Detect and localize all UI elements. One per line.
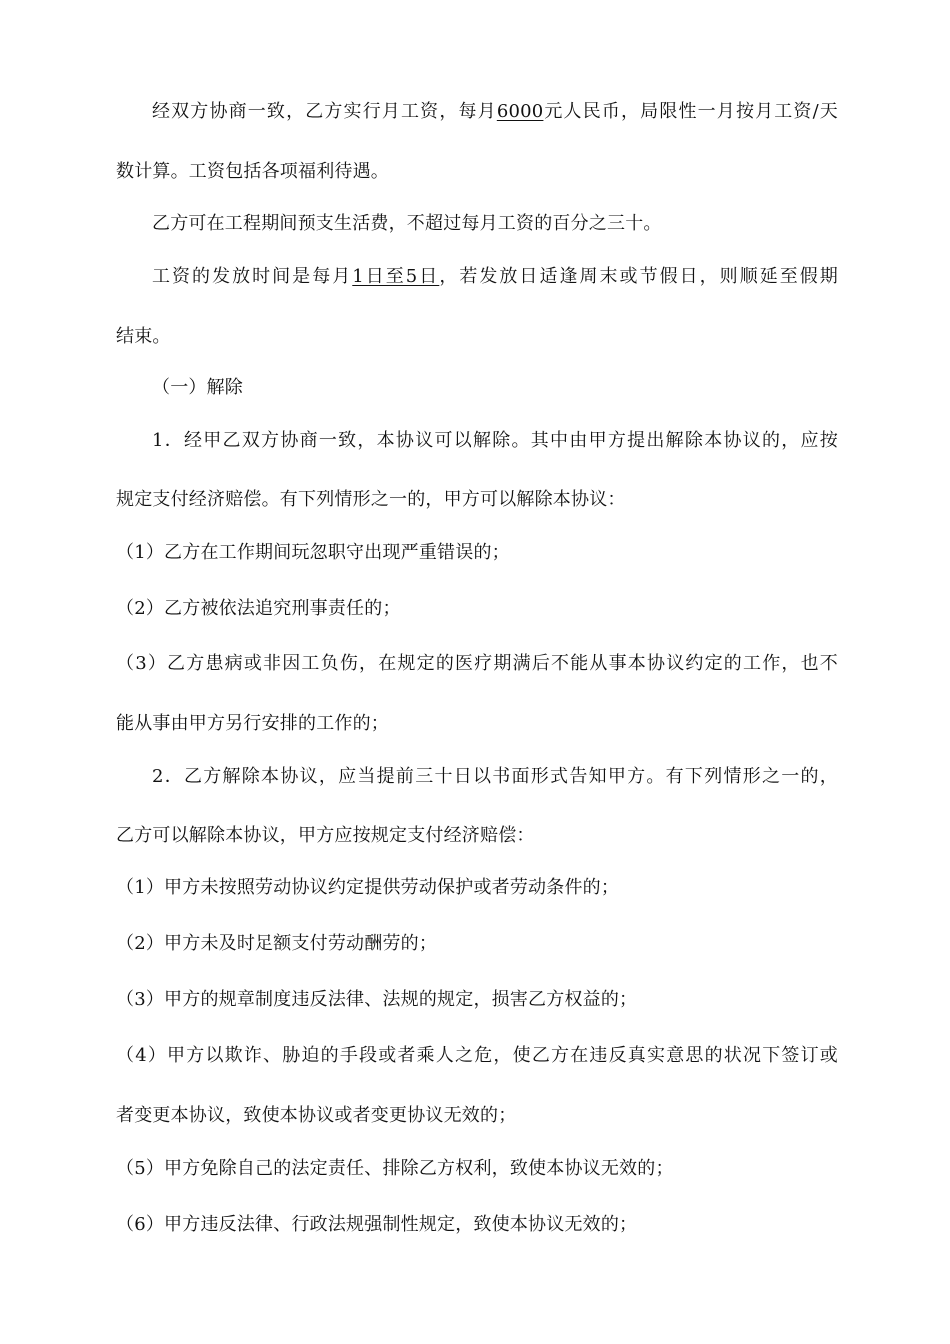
clause-2-item: （1）甲方未按照劳动协议约定提供劳动保护或者劳动条件的； [116, 877, 620, 898]
pay-date-paragraph-line-1 [152, 265, 838, 289]
clause-2-item: （3）甲方的规章制度违反法律、法规的规定，损害乙方权益的； [116, 989, 638, 1010]
clause-2-item: （6）甲方违反法律、行政法规强制性规定，致使本协议无效的； [116, 1214, 638, 1235]
salary-paragraph-line-2: 数计算。工资包括各项福利待遇。 [116, 161, 389, 182]
clause-2-line-1: 2．乙方解除本协议，应当提前三十日以书面形式告知甲方。有下列情形之一的， [152, 766, 838, 787]
clause-2-item: 者变更本协议，致使本协议或者变更协议无效的； [116, 1105, 517, 1126]
pay-date-paragraph-line-2: 结束。 [116, 326, 171, 347]
clause-1-item: （1）乙方在工作期间玩忽职守出现严重错误的； [116, 542, 510, 563]
clause-2-line-2: 乙方可以解除本协议，甲方应按规定支付经济赔偿： [116, 825, 535, 846]
salary-paragraph-line-1 [152, 100, 838, 124]
clause-1-line-1: 1．经甲乙双方协商一致，本协议可以解除。其中由甲方提出解除本协议的，应按 [152, 430, 838, 451]
advance-paragraph: 乙方可在工程期间预支生活费，不超过每月工资的百分之三十。 [152, 213, 662, 234]
termination-heading: （一）解除 [152, 377, 243, 398]
clause-2-item: （4）甲方以欺诈、胁迫的手段或者乘人之危，使乙方在违反真实意思的状况下签订或 [116, 1045, 838, 1066]
salary-amount: 6000 [496, 101, 544, 122]
pay-date-prefix: 工资的发放时间是每月 [152, 266, 353, 287]
clause-2-item: （2）甲方未及时足额支付劳动酬劳的； [116, 933, 438, 954]
clause-1-item: （3）乙方患病或非因工负伤，在规定的医疗期满后不能从事本协议约定的工作，也不 [116, 653, 838, 674]
pay-date-suffix: ，若发放日适逢周末或节假日，则顺延至假期 [439, 266, 839, 287]
clause-1-item: 能从事由甲方另行安排的工作的； [116, 713, 389, 734]
pay-dates: 1日至5日 [352, 266, 440, 287]
clause-2-item: （5）甲方免除自己的法定责任、排除乙方权利，致使本协议无效的； [116, 1158, 674, 1179]
clause-1-line-2: 规定支付经济赔偿。有下列情形之一的，甲方可以解除本协议： [116, 489, 626, 510]
salary-text-suffix: 元人民币，局限性一月按月工资/天 [543, 101, 838, 122]
clause-1-item: （2）乙方被依法追究刑事责任的； [116, 598, 401, 619]
salary-text-prefix: 经双方协商一致，乙方实行月工资，每月 [152, 101, 497, 122]
